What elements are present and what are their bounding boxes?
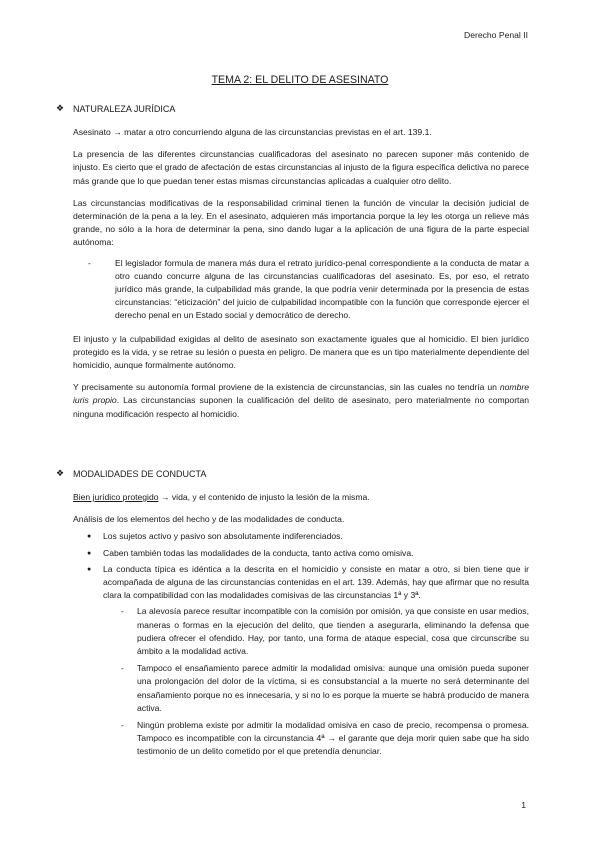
section-heading-modalidades (54, 468, 206, 479)
dash-marker: - (121, 606, 124, 617)
list-item (87, 547, 529, 560)
sub-list-item-text: Ningún problema existe por admitir la modalidad omisiva en caso de precio, recompensa o promesa. Tampoco es incompatible con la circunstancia 4ª → el garante que deja morir quien sabe que ha sido testimonio de un delito cometido por el que pretendía denunciar. (137, 720, 529, 757)
dash-marker: - (121, 663, 124, 674)
sub-list-item-text: La alevosía parece resultar incompatible con la comisión por omisión, ya que consiste en usar medios, maneras o formas en la ejecución del delito, que tienden a asegurarla, eliminando la defensa que pudiera ofrecer el ofendido. Hay, por tanto, una forma de ataque especial, cosa que circunscribe su ámbito a la modalidad activa. (137, 606, 529, 657)
section-heading-label: MODALIDADES DE CONDUCTA (73, 468, 207, 479)
page-number: 1 (521, 800, 526, 810)
paragraph: Las circunstancias modificativas de la responsabilidad criminal tienen la función de vincular la decisión judicial de determinación de la pena a la ley. En el asesinato, adquieren más importancia porque la ley les otorga un relieve más grande, no sólo a la hora de determinar la pena, sino dando lugar a la aplicación de una figura de la parte especial autónoma: (73, 197, 529, 248)
diamond-bullet-icon: ❖ (55, 468, 65, 478)
list-item (87, 563, 529, 763)
paragraph: Análisis de los elementos del hecho y de las modalidades de conducta. (73, 514, 345, 525)
paragraph: La presencia de las diferentes circunstancias cualificadoras del asesinato no parecen suponer más contenido de injusto. Es cierto que el grado de afectación de estas circunstancias al injusto de la figura específica delictiva no parece más grande que lo que puedan tener estas mismas circunstancias aplicadas a cualquier otro delito. (73, 149, 529, 186)
list-item-text: La conducta típica es idéntica a la descrita en el homicidio y consiste en matar a otro, si bien tiene que ir acompañada de alguna de las circunstancias contenidas en el art. 139. Además, hay que afirmar que no resulta clara la compatibilidad con las modalidades comisivas de las circunstancias 1ª y 3ª. (103, 563, 529, 601)
emphasis-text: nombre iuris propio (73, 382, 529, 406)
bullet-icon: ● (87, 533, 92, 541)
title-topic: TEMA 2 (211, 74, 250, 86)
paragraph: El injusto y la culpabilidad exigidas al delito de asesinato son exactamente iguales que al homicidio. El bien jurídico protegido es la vida, y se retrae su lesión o puesta en peligro. De manera que es un tipo materialmente dependiente del homicidio, aunque formalmente autónomo. (73, 333, 529, 371)
dash-marker: - (88, 257, 91, 268)
paragraph-text: Y precisamente su autonomía formal proviene de la existencia de circunstancias, sin las cuales no tendría un (73, 382, 500, 393)
bullet-list (87, 530, 529, 762)
sub-list-item (103, 605, 529, 658)
list-item-text: Caben también todas las modalidades de la conducta, tanto activa como omisiva. (103, 547, 414, 558)
list-item (87, 530, 529, 543)
dash-list-item (73, 257, 529, 323)
paragraph (73, 491, 529, 504)
sub-list-item-text: Tampoco el ensañamiento parece admitir la modalidad omisiva: aunque una omisión pueda suponer una prolongación del dolor de la víctima, si es consubstancial a la muerte no será determinante del ensañamiento porque no es innecesaria, y si no lo es porque la muerte se habrá producido de manera activa. (137, 663, 529, 713)
diamond-bullet-icon: ❖ (55, 103, 65, 113)
paragraph: Asesinato → matar a otro concurriendo alguna de las circunstancias previstas en el art. 139.1. (73, 127, 432, 137)
title-subject: : EL DELITO DE ASESINATO (249, 74, 389, 86)
sub-list-item (103, 662, 529, 715)
list-item-body (103, 563, 529, 763)
bullet-icon: ● (87, 565, 92, 573)
bullet-icon: ● (87, 549, 92, 557)
section-body-modalidades (73, 491, 529, 766)
section-body-naturaleza (73, 126, 529, 430)
paragraph-text: → vida, y el contenido de injusto la lesión de la misma. (158, 492, 370, 502)
page-title (0, 74, 600, 86)
paragraph-text: . Las circunstancias suponen la cualificación del delito de asesinato, pero materialmente no comportan ninguna modificación respecto al homicidio. (73, 395, 529, 419)
section-heading-naturaleza (54, 103, 175, 114)
running-header: Derecho Penal II (463, 30, 528, 40)
dash-marker: - (121, 720, 124, 731)
paragraph (73, 381, 529, 421)
underlined-term: Bien jurídico protegido (73, 492, 159, 502)
dash-item-text: El legislador formula de manera más dura el retrato jurídico-penal correspondiente a la conducta de matar a otro cuando concurre alguna de las circunstancias cualificadoras del asesinato. Es, por eso, el retrato jurídico más grande, la culpabilidad más grande, la que podría venir determinada por la presencia de estas circunstancias: “eticización” del juicio de culpabilidad incompatible con la función que corresponde ejercer el derecho penal en un Estado social y democrático de derecho. (115, 257, 529, 321)
sub-list-item (103, 719, 529, 759)
list-item-text: Los sujetos activo y pasivo son absolutamente indiferenciados. (103, 531, 343, 542)
section-heading-label: NATURALEZA JURÍDICA (73, 103, 176, 114)
